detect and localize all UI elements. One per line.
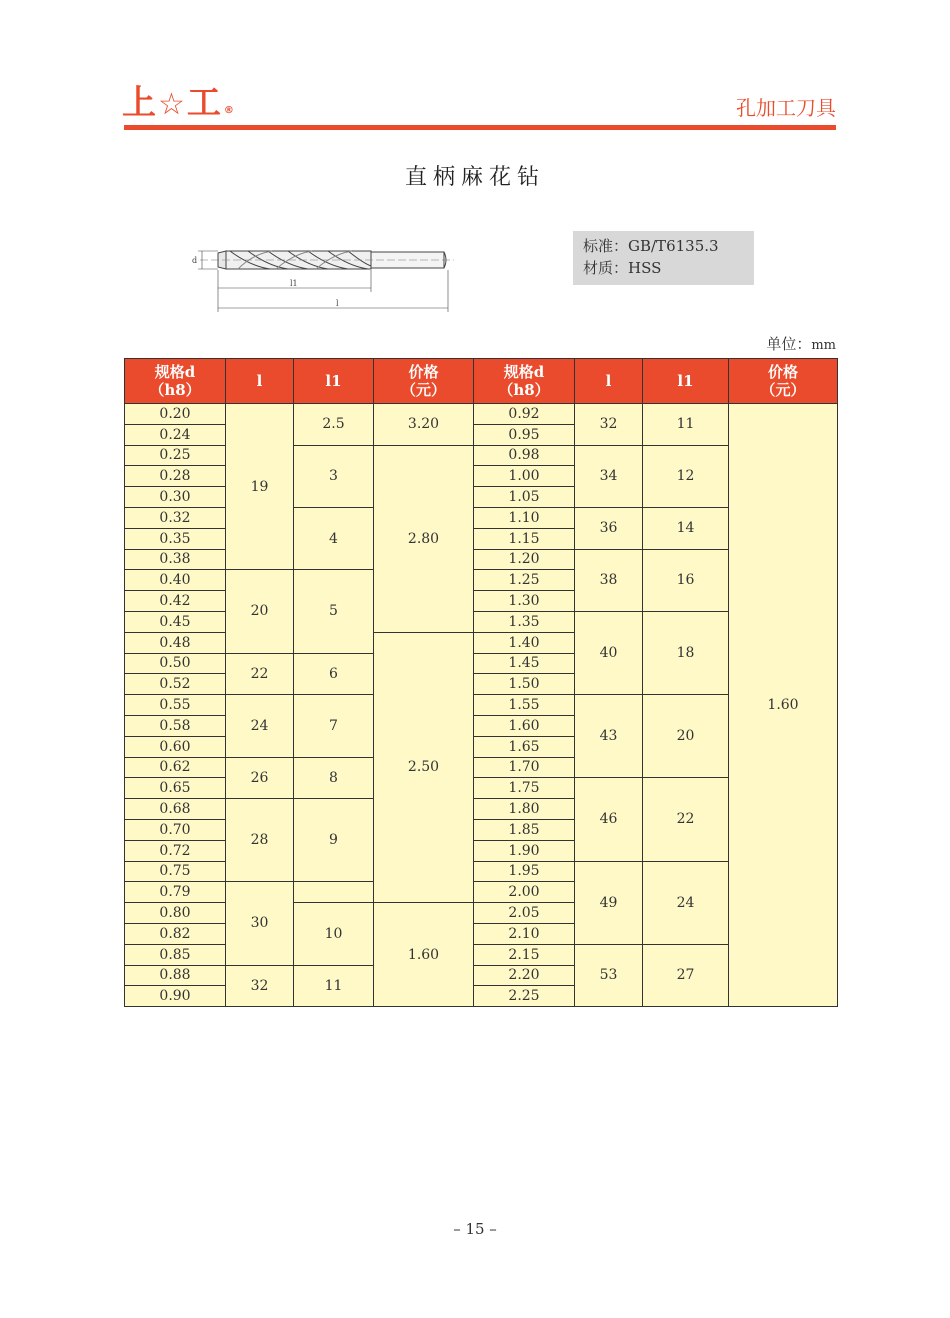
left-d-cell: 0.28 [125,466,226,487]
right-d-cell: 1.25 [474,570,575,591]
right-l1-cell: 16 [643,549,729,611]
right-d-cell: 1.05 [474,487,575,508]
dim-label-l: l [336,299,339,308]
registered-mark: ® [223,105,234,116]
right-l1-cell: 11 [643,404,729,446]
left-l-cell: 26 [226,757,294,799]
right-l1-cell: 27 [643,944,729,1006]
dim-label-d: d [192,256,198,265]
left-d-cell: 0.82 [125,923,226,944]
left-l-cell: 22 [226,653,294,695]
right-l-cell: 40 [575,611,643,694]
right-l1-cell: 24 [643,861,729,944]
right-d-cell: 0.98 [474,445,575,466]
logo-char-gong: 工 [186,83,221,123]
left-d-cell: 0.48 [125,632,226,653]
right-d-cell: 1.40 [474,632,575,653]
left-l1-cell [294,882,374,903]
left-l-cell: 24 [226,695,294,757]
left-d-cell: 0.58 [125,715,226,736]
right-d-cell: 2.10 [474,923,575,944]
left-l1-cell: 8 [294,757,374,799]
right-d-cell: 1.80 [474,799,575,820]
left-price-cell: 3.20 [374,404,474,446]
right-d-cell: 1.50 [474,674,575,695]
right-l-cell: 32 [575,404,643,446]
left-l1-cell: 9 [294,799,374,882]
right-d-cell: 1.65 [474,736,575,757]
left-d-cell: 0.35 [125,528,226,549]
left-l-cell: 20 [226,570,294,653]
left-l-cell: 28 [226,799,294,882]
left-l1-cell: 4 [294,507,374,569]
section-title: 孔加工刀具 [736,96,836,120]
right-d-cell: 2.00 [474,882,575,903]
header-cell: l [226,359,294,404]
left-d-cell: 0.38 [125,549,226,570]
unit-value: mm [811,338,836,353]
left-d-cell: 0.50 [125,653,226,674]
right-d-cell: 2.20 [474,965,575,986]
right-d-cell: 1.00 [474,466,575,487]
right-l-cell: 46 [575,778,643,861]
left-d-cell: 0.32 [125,507,226,528]
right-d-cell: 2.25 [474,986,575,1007]
right-d-cell: 1.85 [474,819,575,840]
right-l-cell: 49 [575,861,643,944]
logo-char-shang: 上 [122,83,156,123]
left-l1-cell: 5 [294,570,374,653]
header-cell: 规格d （h8） [474,359,575,404]
right-d-cell: 0.92 [474,404,575,425]
left-l-cell: 19 [226,404,294,570]
right-d-cell: 1.75 [474,778,575,799]
right-d-cell: 1.15 [474,528,575,549]
right-price-cell: 1.60 [729,404,838,1007]
right-d-cell: 1.60 [474,715,575,736]
brand-logo [122,80,234,123]
right-d-cell: 2.15 [474,944,575,965]
left-d-cell: 0.68 [125,799,226,820]
drill-spec-table [124,358,838,1007]
unit-prefix: 单位： [766,335,812,353]
dim-label-l1: l1 [290,279,298,288]
drill-diagram [188,236,458,316]
left-d-cell: 0.79 [125,882,226,903]
header-cell: 规格d （h8） [125,359,226,404]
left-d-cell: 0.52 [125,674,226,695]
left-l1-cell: 7 [294,695,374,757]
left-d-cell: 0.40 [125,570,226,591]
right-d-cell: 1.90 [474,840,575,861]
header-divider [124,125,836,130]
header-cell: l1 [294,359,374,404]
left-d-cell: 0.72 [125,840,226,861]
left-d-cell: 0.70 [125,819,226,840]
right-l-cell: 43 [575,695,643,778]
table-row [125,404,838,425]
star-icon: ☆ [158,87,185,122]
right-d-cell: 1.10 [474,507,575,528]
left-l-cell: 32 [226,965,294,1007]
standard-text: 标准：GB/T6135.3 [583,237,719,255]
left-d-cell: 0.88 [125,965,226,986]
right-l-cell: 53 [575,944,643,1006]
left-d-cell: 0.80 [125,903,226,924]
right-d-cell: 1.20 [474,549,575,570]
left-d-cell: 0.42 [125,591,226,612]
right-l1-cell: 18 [643,611,729,694]
table-body [125,404,838,1007]
right-d-cell: 1.45 [474,653,575,674]
left-l1-cell: 10 [294,903,374,965]
header-cell: l [575,359,643,404]
left-d-cell: 0.25 [125,445,226,466]
left-l1-cell: 6 [294,653,374,695]
left-d-cell: 0.65 [125,778,226,799]
right-l1-cell: 22 [643,778,729,861]
table-header-row [125,359,838,404]
right-l1-cell: 12 [643,445,729,507]
right-l-cell: 36 [575,507,643,549]
left-price-cell: 2.80 [374,445,474,632]
left-l-cell: 30 [226,882,294,965]
left-d-cell: 0.24 [125,424,226,445]
page-title: 直柄麻花钻 [404,165,545,190]
left-d-cell: 0.60 [125,736,226,757]
left-d-cell: 0.30 [125,487,226,508]
right-d-cell: 0.95 [474,424,575,445]
header-cell: 价格 （元） [374,359,474,404]
header-cell: 价格 （元） [729,359,838,404]
right-d-cell: 1.95 [474,861,575,882]
material-text: 材质：HSS [583,259,662,277]
header-cell: l1 [643,359,729,404]
left-d-cell: 0.55 [125,695,226,716]
left-l1-cell: 2.5 [294,404,374,446]
page-number: – 15 – [453,1220,497,1238]
left-d-cell: 0.85 [125,944,226,965]
right-d-cell: 1.55 [474,695,575,716]
right-l-cell: 38 [575,549,643,611]
right-d-cell: 1.30 [474,591,575,612]
right-d-cell: 2.05 [474,903,575,924]
left-price-cell: 2.50 [374,632,474,902]
unit-label [766,333,836,354]
left-price-cell: 1.60 [374,903,474,1007]
left-d-cell: 0.90 [125,986,226,1007]
left-d-cell: 0.62 [125,757,226,778]
right-d-cell: 1.35 [474,611,575,632]
right-l-cell: 34 [575,445,643,507]
left-l1-cell: 11 [294,965,374,1007]
right-l1-cell: 20 [643,695,729,778]
left-d-cell: 0.20 [125,404,226,425]
left-d-cell: 0.75 [125,861,226,882]
left-d-cell: 0.45 [125,611,226,632]
left-l1-cell: 3 [294,445,374,507]
right-l1-cell: 14 [643,507,729,549]
spec-box [573,231,754,285]
right-d-cell: 1.70 [474,757,575,778]
